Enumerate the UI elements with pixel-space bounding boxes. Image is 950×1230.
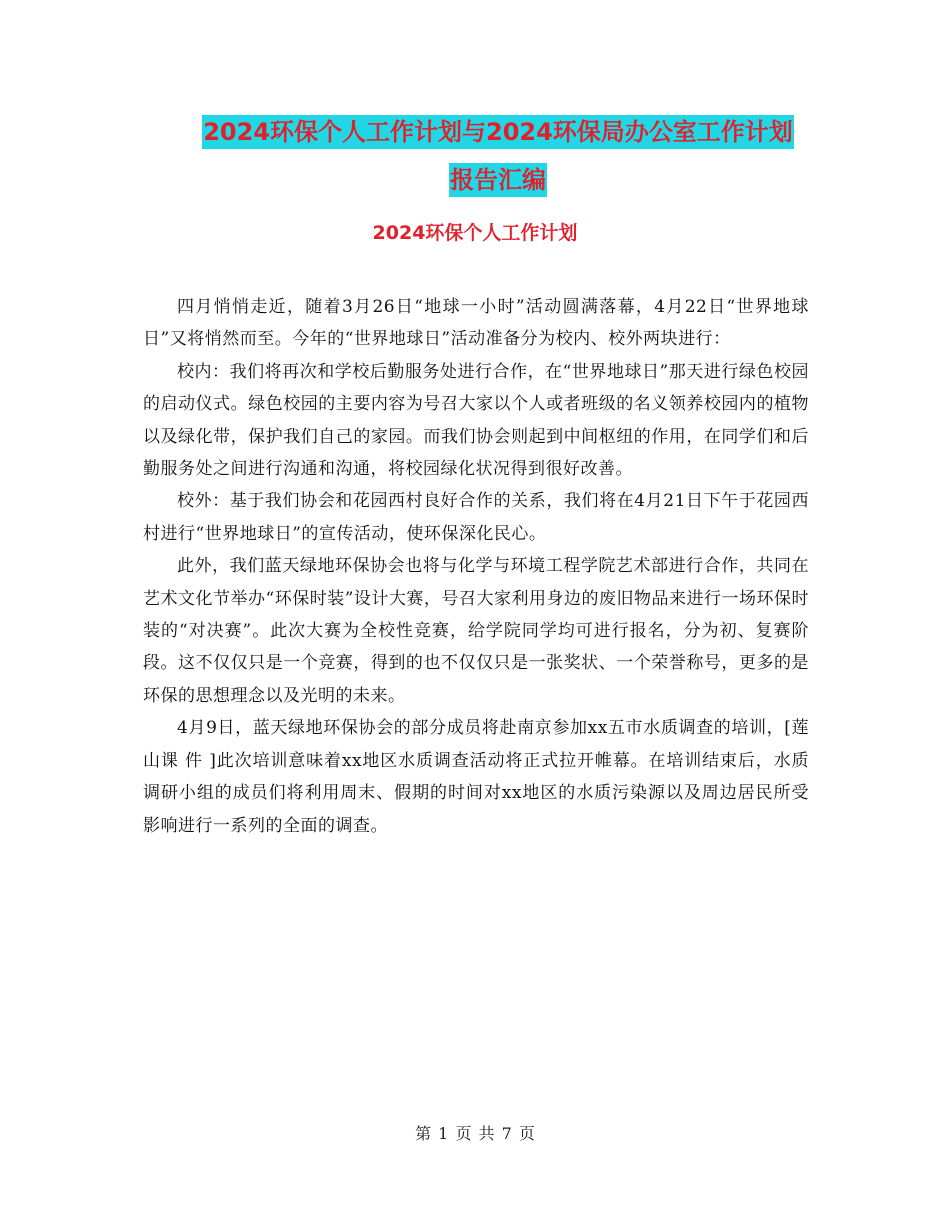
paragraph: 校外：基于我们协会和花园西村良好合作的关系，我们将在4月21日下午于花园西村进行“世界地球日”的宣传活动，使环保深化民心。 — [143, 491, 809, 544]
paragraph: 此外，我们蓝天绿地环保协会也将与化学与环境工程学院艺术部进行合作，共同在艺术文化节举办“环保时装”设计大赛，号召大家利用身边的废旧物品来进行一场环保时装的“对决赛”。此次大赛为全校性竞赛，给学院同学均可进行报名，分为初、复赛阶段。这不仅仅只是一个竞赛，得到的也不仅仅只是一张奖状、一个荣誉称号，更多的是环保的思想理念以及光明的未来。 — [143, 556, 809, 706]
document-title-line2: 报告汇编 — [449, 163, 547, 197]
section-title: 2024环保个人工作计划 — [372, 222, 578, 244]
document-body — [143, 291, 809, 842]
paragraph: 校内：我们将再次和学校后勤服务处进行合作，在“世界地球日”那天进行绿色校园的启动仪式。绿色校园的主要内容为号召大家以个人或者班级的名义领养校园内的植物以及绿化带，保护我们自己的家园。而我们协会则起到中间枢纽的作用，在同学们和后勤服务处之间进行沟通和沟通，将校园绿化状况得到很好改善。 — [143, 361, 809, 480]
paragraph: 四月悄悄走近，随着3月26日“地球一小时”活动圆满落幕，4月22日“世界地球日”又将悄然而至。今年的“世界地球日”活动准备分为校内、校外两块进行： — [143, 297, 809, 350]
document-title — [140, 108, 856, 204]
document-title-line1: 2024环保个人工作计划与2024环保局办公室工作计划 — [202, 115, 794, 149]
paragraph: 4月9日，蓝天绿地环保协会的部分成员将赴南京参加xx五市水质调查的培训，[莲山课 件 ]此次培训意味着xx地区水质调查活动将正式拉开帷幕。在培训结束后，水质调研小组的成员们将利用周末、假期的时间对xx地区的水质污染源以及周边居民所受影响进行一系列的全面的调查。 — [143, 718, 809, 836]
page-footer: 第 1 页 共 7 页 — [415, 1124, 535, 1143]
